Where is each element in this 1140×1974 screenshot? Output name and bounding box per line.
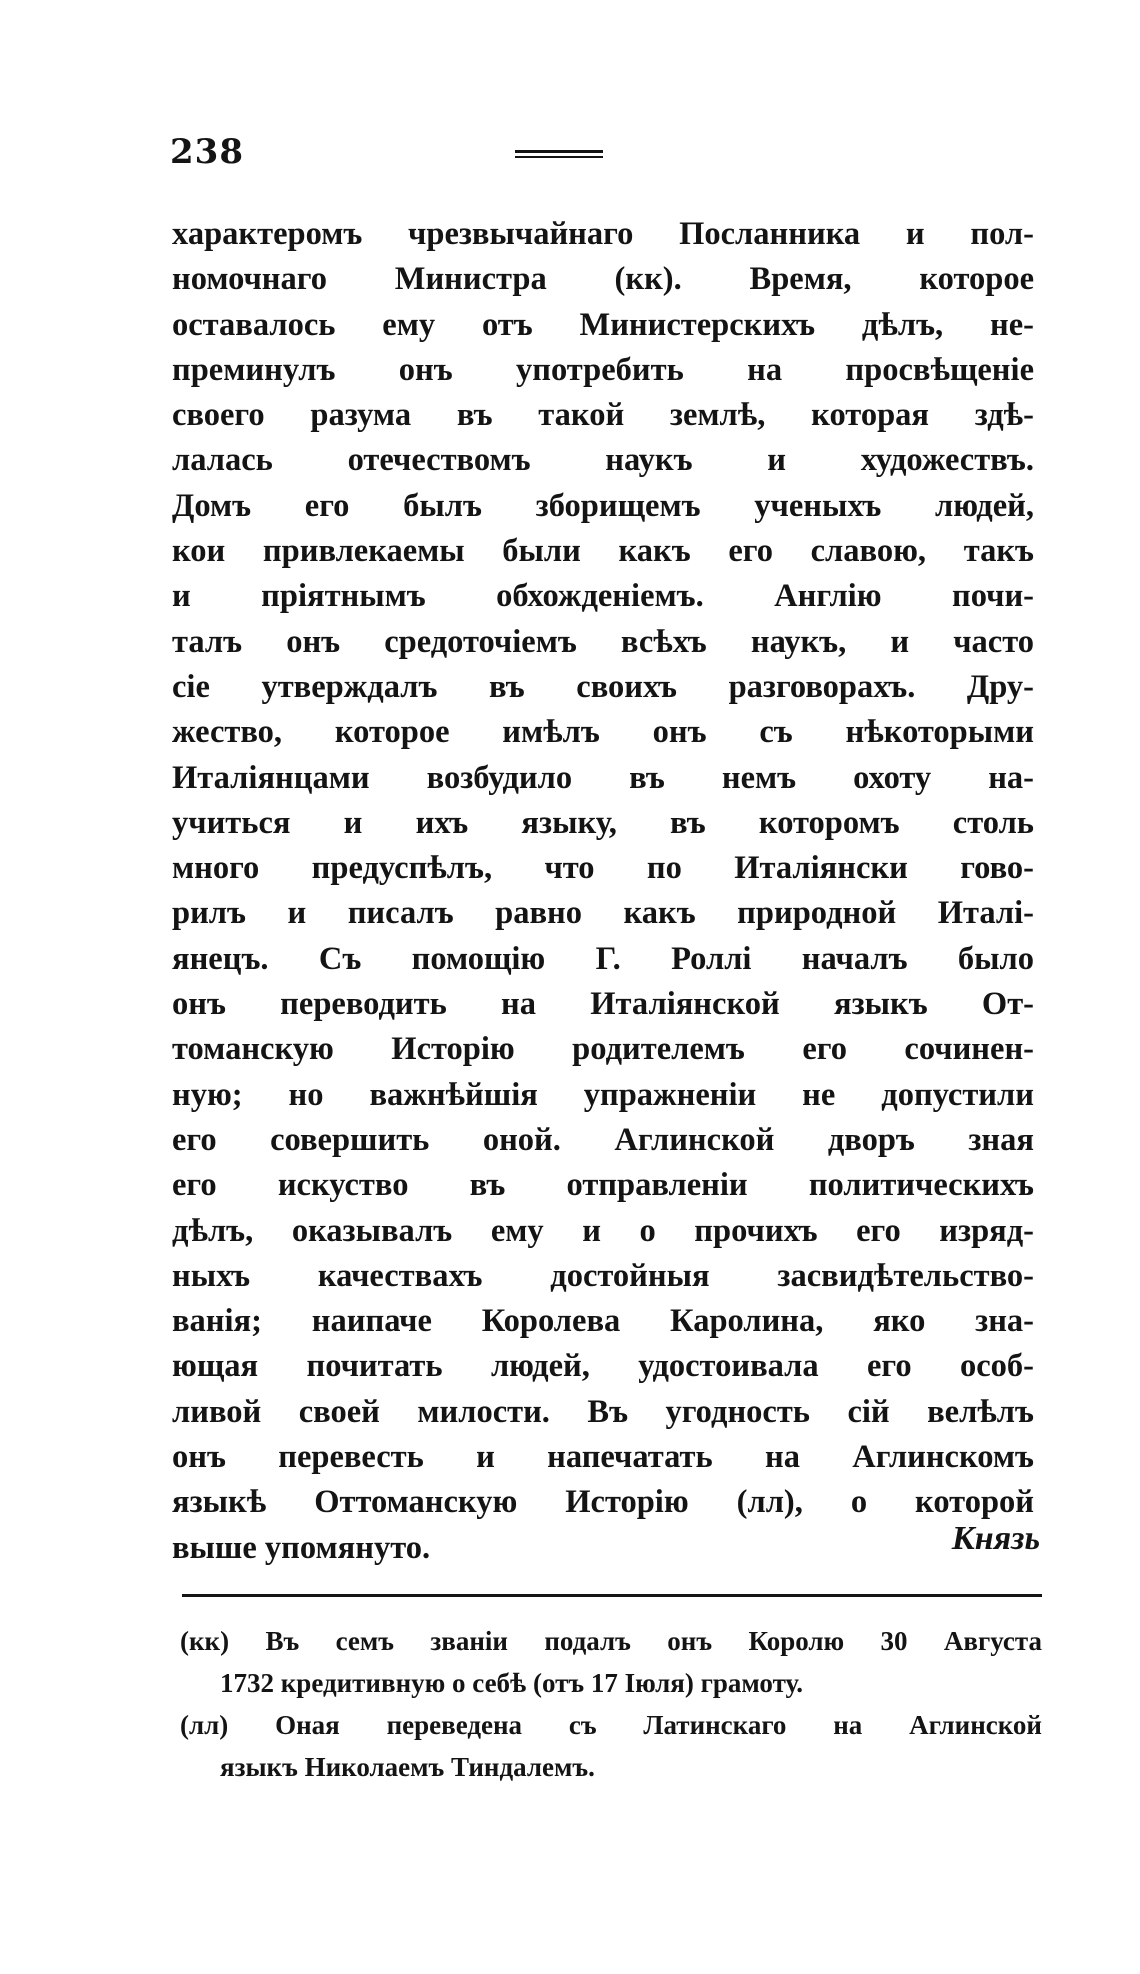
text-line: рилъ и писалъ равно какъ природной Италі-: [172, 895, 1034, 932]
text-line: ющая почитать людей, удостоивала его особ-: [172, 1348, 1034, 1385]
text-line: Домъ его былъ зборищемъ ученыхъ людей,: [172, 487, 1034, 524]
text-line: характеромъ чрезвычайнаго Посланника и пол-: [172, 216, 1034, 252]
text-line: ныхъ качествахъ достойныя засвидѣтельство-: [172, 1257, 1034, 1294]
header-rule-line: [515, 150, 603, 153]
text-line: томанскую Исторію родителемъ его сочинен-: [172, 1031, 1034, 1068]
text-line: ную; но важнѣйшія упражненіи не допустили: [172, 1076, 1034, 1113]
text-line: его искуство въ отправленіи политическихъ: [172, 1167, 1034, 1204]
text-line: оставалось ему отъ Министерскихъ дѣлъ, не-: [172, 306, 1034, 343]
text-line: номочнаго Министра (кк). Время, которое: [172, 261, 1034, 298]
footnote-separator: [182, 1594, 1042, 1597]
text-line: жество, которое имѣлъ онъ съ нѣкоторыми: [172, 714, 1034, 751]
text-line: дѣлъ, оказывалъ ему и о прочихъ его изряд-: [172, 1212, 1034, 1249]
text-line: учиться и ихъ языку, въ которомъ столь: [172, 804, 1034, 841]
page-number: 238: [170, 132, 244, 172]
text-line: выше упомянуто.: [172, 1529, 431, 1566]
footnote-line: языкъ Николаемъ Тиндалемъ.: [220, 1752, 595, 1782]
text-line: онъ перевесть и напечатать на Аглинскомъ: [172, 1439, 1034, 1476]
header-ornament-rule: [515, 150, 603, 164]
body-text: [172, 212, 1034, 1571]
header-rule-line: [515, 156, 603, 158]
text-line: преминулъ онъ употребить на просвѣщеніе: [172, 351, 1034, 388]
catchword: Князь: [951, 1520, 1040, 1557]
text-line: своего разума въ такой землѣ, которая здѣ-: [172, 397, 1034, 434]
footnote-line: (лл) Оная переведена съ Латинскаго на Аглинской: [180, 1710, 1042, 1740]
text-line: талъ онъ средоточіемъ всѣхъ наукъ, и часто: [172, 623, 1034, 660]
text-line: янецъ. Съ помощію Г. Роллі началъ было: [172, 940, 1034, 977]
footnotes: [180, 1620, 1042, 1788]
text-line: языкѣ Оттоманскую Исторію (лл), о которой: [172, 1484, 1034, 1521]
text-line: ванія; наипаче Королева Каролина, яко зна-: [172, 1303, 1034, 1340]
text-line: кои привлекаемы были какъ его славою, такъ: [172, 533, 1034, 570]
text-line: лалась отечествомъ наукъ и художествъ.: [172, 442, 1034, 479]
text-line: сіе утверждалъ въ своихъ разговорахъ. Дру-: [172, 668, 1034, 705]
footnote-line: 1732 кредитивную о себѣ (отъ 17 Іюля) грамоту.: [220, 1668, 804, 1698]
text-line: Италіянцами возбудило въ немъ охоту на-: [172, 759, 1034, 796]
footnote-line: (кк) Въ семъ званіи подалъ онъ Королю 30 Августа: [180, 1626, 1042, 1656]
text-line: и пріятнымъ обхожденіемъ. Англію почи-: [172, 578, 1034, 615]
text-line: его совершить оной. Аглинской дворъ зная: [172, 1121, 1034, 1158]
text-line: ливой своей милости. Въ угодность сій велѣлъ: [172, 1393, 1034, 1430]
text-line: много предуспѣлъ, что по Италіянски гово-: [172, 850, 1034, 887]
text-line: онъ переводить на Италіянской языкъ От-: [172, 986, 1034, 1023]
